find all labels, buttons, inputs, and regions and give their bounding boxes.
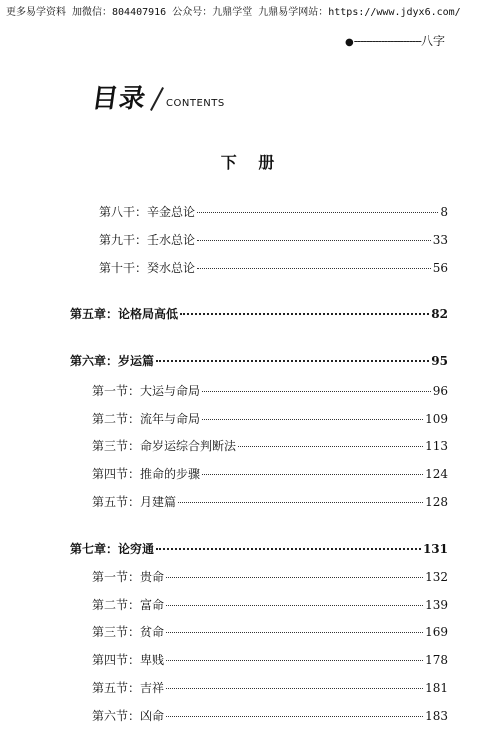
toc-entry[interactable] — [92, 382, 448, 399]
toc-entry-page: 109 — [425, 412, 448, 426]
toc-chapter-label: 第六章：岁运篇 — [70, 354, 155, 368]
dot-leader — [166, 660, 423, 661]
running-head-label: 八字 — [420, 34, 445, 48]
toc-entry-label: 第五节：吉祥 — [92, 681, 165, 695]
toc-entry-page: 183 — [425, 709, 448, 723]
toc-entry[interactable] — [92, 707, 448, 724]
toc-entry-page: 33 — [432, 233, 448, 247]
dot-leader — [202, 474, 423, 475]
toc-entry-page: 124 — [425, 467, 448, 481]
toc-entry-page: 169 — [425, 625, 448, 639]
toc-entry[interactable] — [99, 203, 448, 220]
toc-entry[interactable] — [99, 231, 448, 248]
toc-entry[interactable] — [99, 259, 448, 276]
toc-entry-label: 第四节：推命的步骤 — [92, 467, 201, 481]
toc-entry[interactable] — [92, 679, 448, 696]
toc-entry-label: 第五节：月建篇 — [92, 495, 177, 509]
toc-chapter[interactable] — [70, 305, 448, 322]
dot-leader — [197, 268, 431, 269]
toc-chapter-page: 95 — [431, 354, 448, 368]
toc-entry-label: 第二节：流年与命局 — [92, 412, 201, 426]
dot-leader — [156, 548, 421, 550]
toc-entry-page: 56 — [432, 261, 448, 275]
toc-entry[interactable] — [92, 596, 448, 613]
toc-entry[interactable] — [92, 410, 448, 427]
toc-entry-label: 第六节：凶命 — [92, 709, 165, 723]
dot-leader — [166, 605, 423, 606]
toc-entry-page: 96 — [432, 384, 448, 398]
dot-leader — [197, 240, 431, 241]
toc-chapter[interactable] — [70, 540, 448, 557]
toc-entry-label: 第三节：贫命 — [92, 625, 165, 639]
toc-entry-page: 8 — [440, 205, 448, 219]
bullet-icon: ● — [345, 37, 354, 48]
dot-leader — [202, 419, 423, 420]
running-head-rule: ---------------------- — [353, 34, 421, 48]
toc-entry[interactable] — [92, 651, 448, 668]
toc-chapter-page: 131 — [422, 542, 448, 556]
volume-title: 下 册 — [220, 153, 283, 172]
toc-subtitle: contents — [166, 94, 225, 110]
toc-chapter-label: 第五章：论格局高低 — [70, 307, 179, 321]
toc-chapter-label: 第七章：论穷通 — [70, 542, 155, 556]
toc-entry-page: 178 — [425, 653, 448, 667]
toc-title: 目录 — [89, 84, 149, 114]
toc-entry-page: 128 — [425, 495, 448, 509]
dot-leader — [166, 632, 423, 633]
toc-entry[interactable] — [92, 437, 448, 454]
dot-leader — [166, 716, 423, 717]
dot-leader — [202, 391, 431, 392]
toc-entry-page: 181 — [425, 681, 448, 695]
toc-entry[interactable] — [92, 465, 448, 482]
toc-entry-label: 第一节：贵命 — [92, 570, 165, 584]
toc-entry-label: 第八干：辛金总论 — [99, 205, 196, 219]
header-banner: 更多易学资料 加微信：804407916 公众号：九鼎学堂 九鼎易学网站：https://www.jdyx6.com/ — [6, 7, 461, 18]
toc-entry-label: 第一节：大运与命局 — [92, 384, 201, 398]
toc-entry[interactable] — [92, 623, 448, 640]
toc-entry[interactable] — [92, 568, 448, 585]
toc-logo — [89, 84, 225, 114]
dot-leader — [197, 212, 438, 213]
toc-entry-label: 第三节：命岁运综合判断法 — [92, 439, 237, 453]
dot-leader — [166, 688, 423, 689]
toc-entry-label: 第九干：壬水总论 — [99, 233, 196, 247]
toc-chapter[interactable] — [70, 352, 448, 369]
dot-leader — [178, 502, 423, 503]
dot-leader — [166, 577, 423, 578]
dot-leader — [156, 360, 429, 362]
toc-entry-page: 132 — [425, 570, 448, 584]
toc-entry-page: 113 — [425, 439, 448, 453]
dot-leader — [180, 313, 429, 315]
toc-entry-label: 第二节：富命 — [92, 598, 165, 612]
toc-entry-label: 第四节：卑贱 — [92, 653, 165, 667]
slash-divider — [150, 87, 164, 111]
toc-entry[interactable] — [92, 493, 448, 510]
toc-entry-label: 第十干：癸水总论 — [99, 261, 196, 275]
toc-entry-page: 139 — [425, 598, 448, 612]
running-head — [345, 32, 445, 49]
dot-leader — [238, 446, 423, 447]
toc-chapter-page: 82 — [431, 307, 448, 321]
